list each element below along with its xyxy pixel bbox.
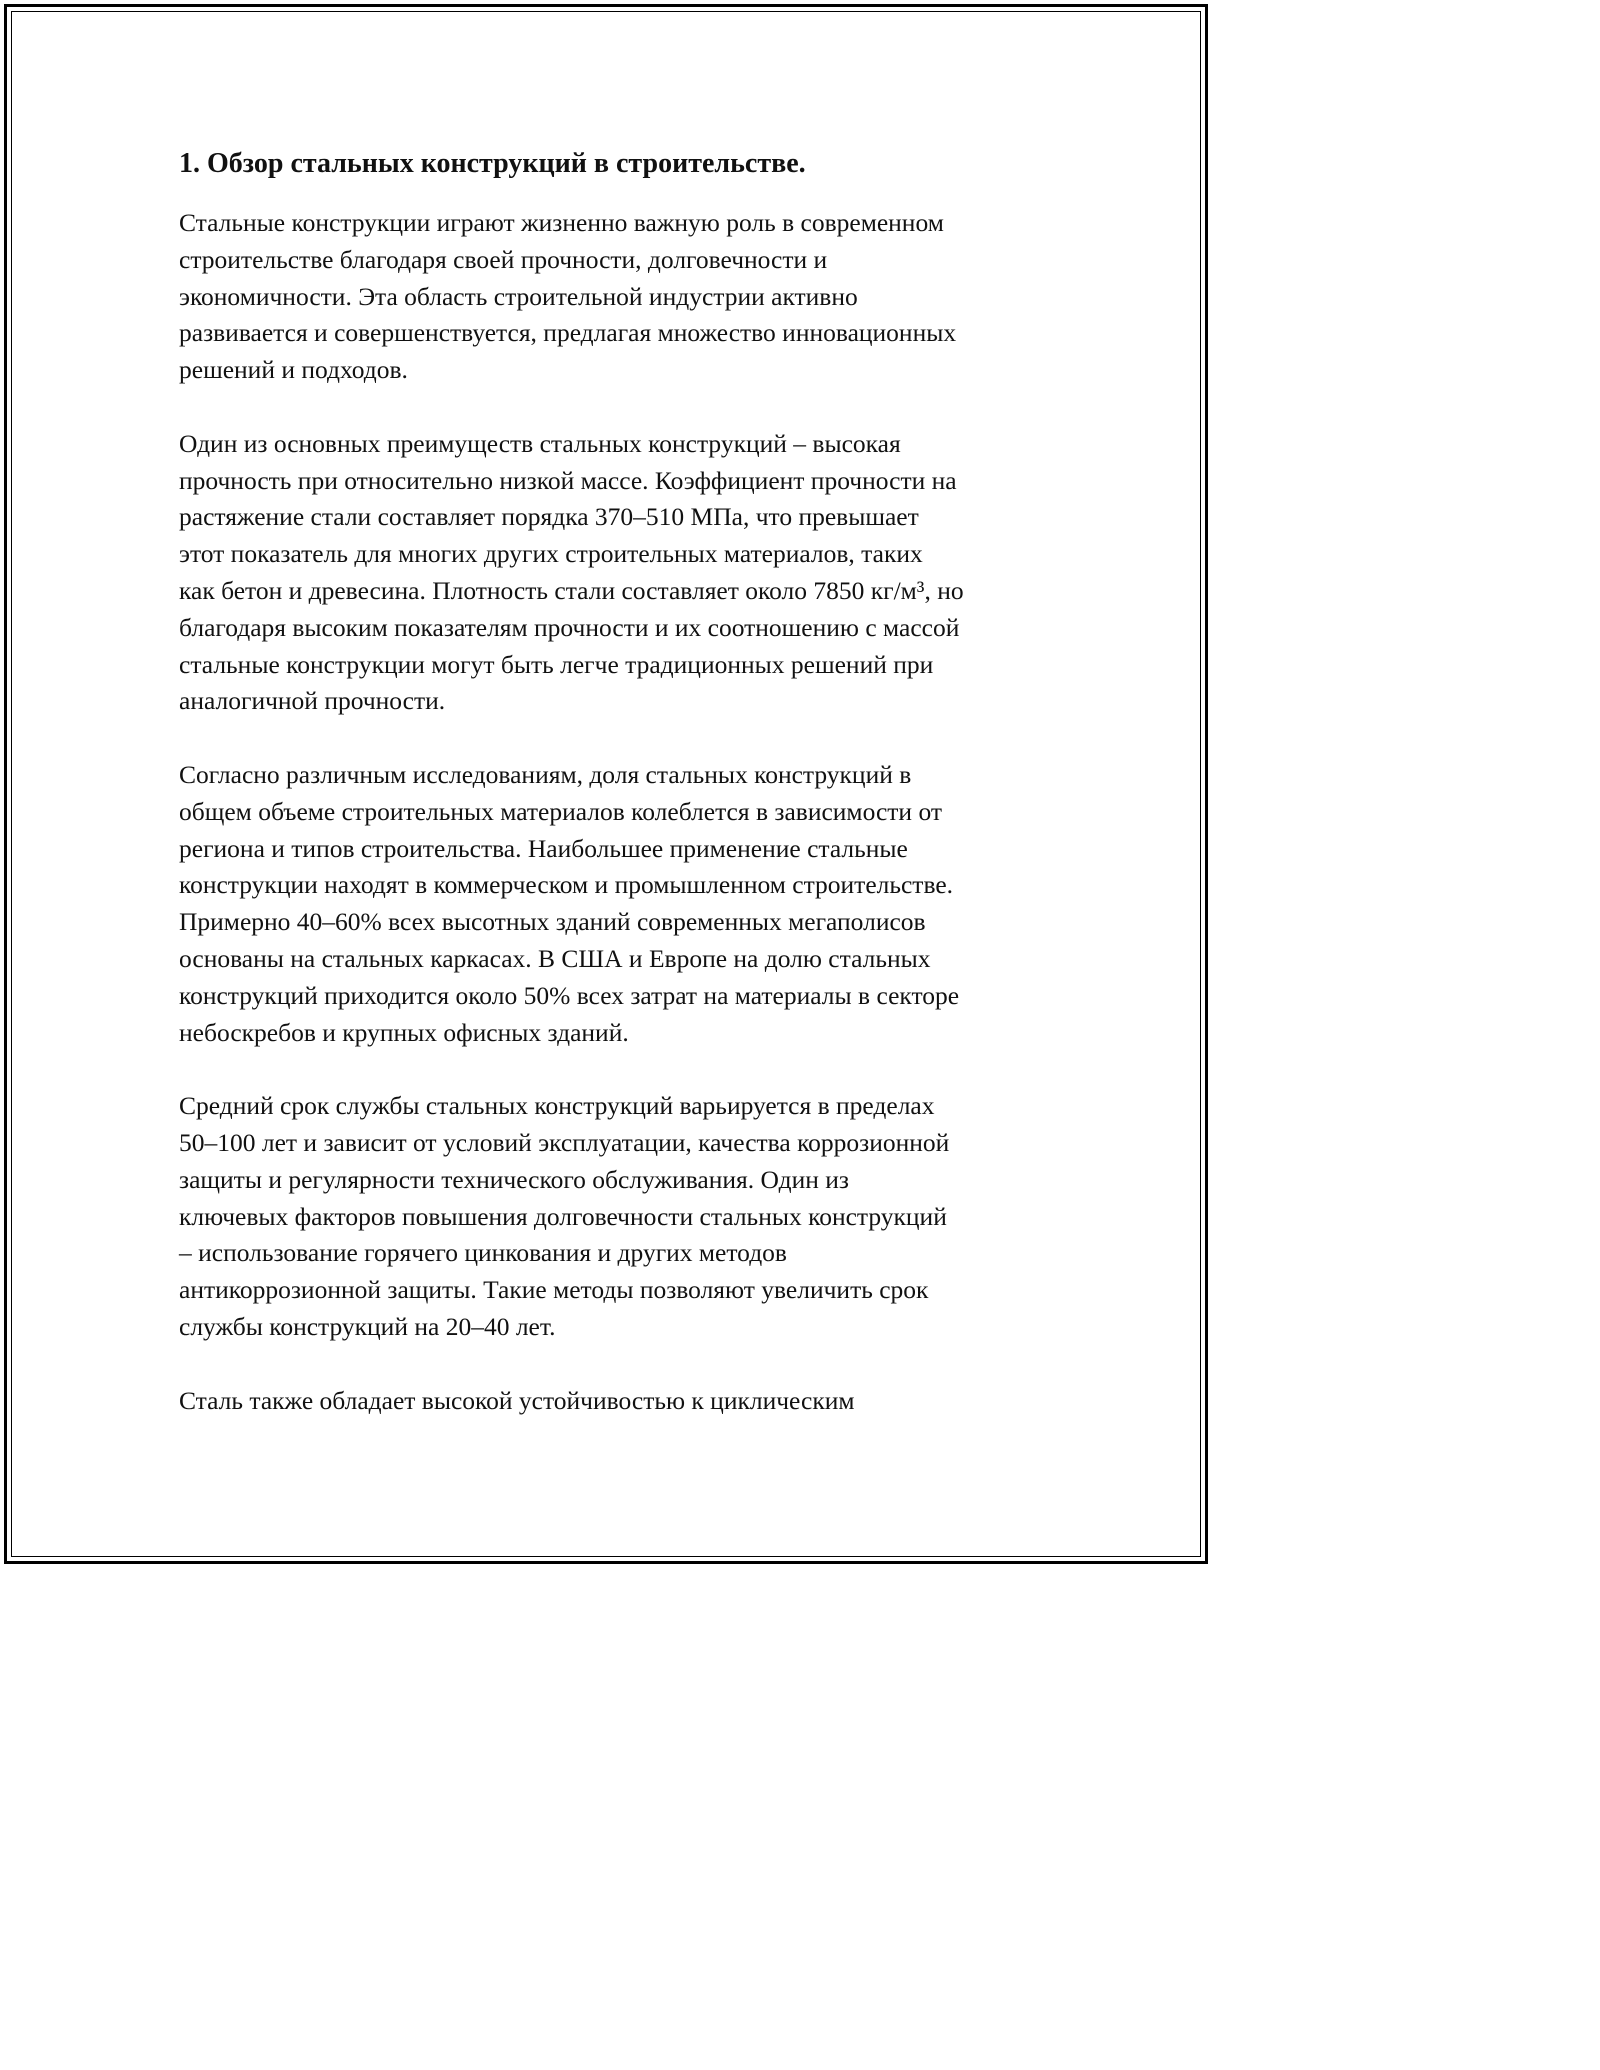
text-line: основаны на стальных каркасах. В США и Европе на долю стальных xyxy=(179,943,931,973)
text-line: как бетон и древесина. Плотность стали составляет около 7850 кг/м³, но xyxy=(179,575,964,605)
paragraph-intro xyxy=(179,205,1039,389)
text-line: конструкций приходится около 50% всех затрат на материалы в секторе xyxy=(179,980,960,1010)
text-line: Один из основных преимуществ стальных конструкций – высокая xyxy=(179,428,901,458)
text-line: стальные конструкции могут быть легче традиционных решений при xyxy=(179,649,934,679)
paragraph-cyclic-loads xyxy=(179,1383,1039,1420)
text-line: общем объеме строительных материалов колеблется в зависимости от xyxy=(179,796,942,826)
text-line: этот показатель для многих других строительных материалов, таких xyxy=(179,539,923,569)
text-line: экономичности. Эта область строительной индустрии активно xyxy=(179,281,858,311)
text-line: Сталь также обладает высокой устойчивостью к циклическим xyxy=(179,1385,855,1415)
text-line: службы конструкций на 20–40 лет. xyxy=(179,1311,556,1341)
paragraph-strength xyxy=(179,426,1039,720)
text-line: благодаря высоким показателям прочности и их соотношению с массой xyxy=(179,612,960,642)
text-line: конструкции находят в коммерческом и промышленном строительстве. xyxy=(179,870,954,900)
text-line: развивается и совершенствуется, предлагая множество инновационных xyxy=(179,318,957,348)
text-line: Средний срок службы стальных конструкций варьируется в пределах xyxy=(179,1091,935,1121)
text-line: 50–100 лет и зависит от условий эксплуатации, качества коррозионной xyxy=(179,1127,950,1157)
text-line: Согласно различным исследованиям, доля стальных конструкций в xyxy=(179,759,912,789)
paragraph-service-life xyxy=(179,1088,1039,1346)
text-line: строительстве благодаря своей прочности, долговечности и xyxy=(179,244,828,274)
section-title: 1. Обзор стальных конструкций в строительстве. xyxy=(179,148,806,179)
text-line: антикоррозионной защиты. Такие методы позволяют увеличить срок xyxy=(179,1275,929,1305)
text-line: региона и типов строительства. Наибольшее применение стальные xyxy=(179,833,908,863)
text-line: решений и подходов. xyxy=(179,355,408,385)
text-line: Стальные конструкции играют жизненно важную роль в современном xyxy=(179,208,944,237)
text-line: Примерно 40–60% всех высотных зданий современных мегаполисов xyxy=(179,907,926,937)
paragraph-market-share xyxy=(179,757,1039,1051)
text-line: небоскребов и крупных офисных зданий. xyxy=(179,1017,629,1047)
text-line: – использование горячего цинкования и других методов xyxy=(179,1238,787,1268)
text-line: прочность при относительно низкой массе. Коэффициент прочности на xyxy=(179,465,957,495)
text-line: растяжение стали составляет порядка 370–510 МПа, что превышает xyxy=(179,502,919,532)
text-line: ключевых факторов повышения долговечности стальных конструкций xyxy=(179,1201,947,1231)
text-line: защиты и регулярности технического обслуживания. Один из xyxy=(179,1164,849,1194)
text-line: аналогичной прочности. xyxy=(179,686,446,716)
document-body xyxy=(179,146,1039,1456)
